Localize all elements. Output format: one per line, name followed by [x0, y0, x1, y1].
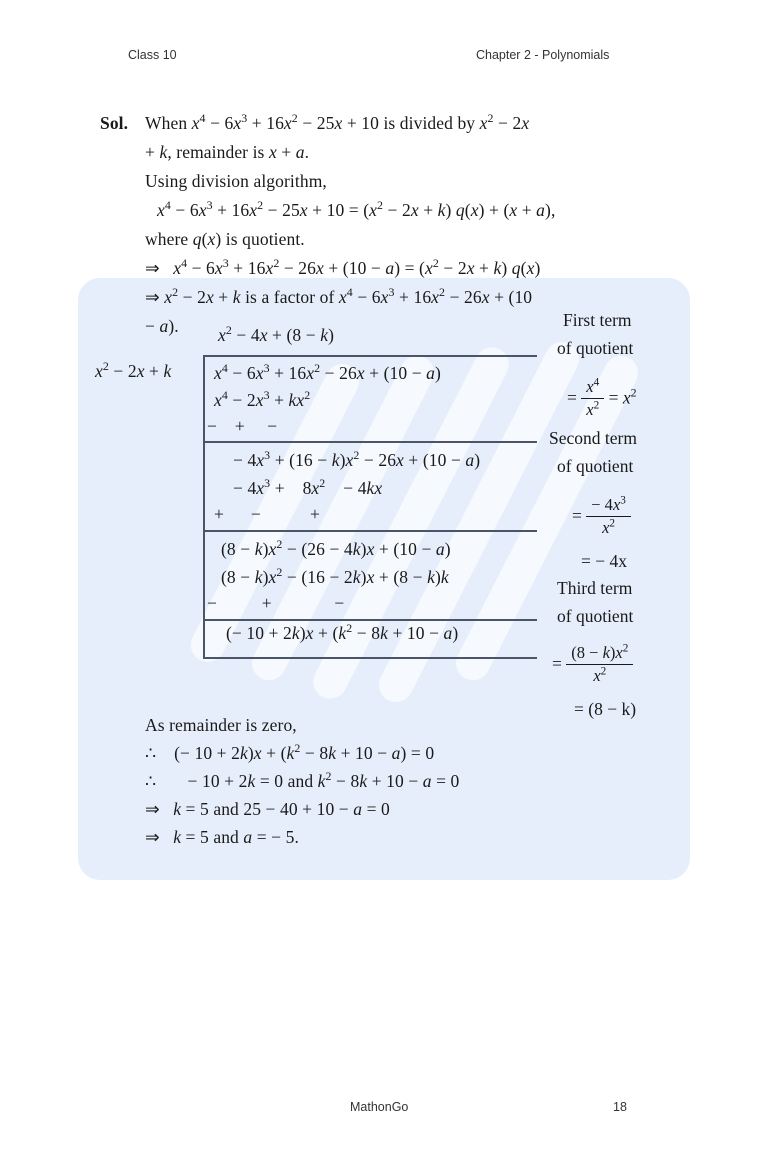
solution-line-1: When $x^4 - 6x^3 + 16x^2 - 25x + 10$ is divided by $x^2 - 2x$: [145, 111, 530, 133]
fraction-8minusk-x2-over-x2: [566, 643, 633, 686]
division-rule-1: [203, 441, 537, 443]
annotation-second-term-result: = − 4x: [581, 551, 627, 571]
division-rule-bottom: [203, 657, 537, 659]
annotation-first-term-formula: = $\frac{x^4}{x^2}$ = $x^2$: [567, 376, 637, 419]
annotation-third-term-title-2: of quotient: [557, 606, 634, 626]
solution-line-3: Using division algorithm,: [145, 171, 327, 191]
solution-line-4: $x^4 - 6x^3 + 16x^2 - 25x + 10 = (x^2 - 2x + k) q(x) + (x + a)$,: [157, 198, 556, 220]
division-rule-3: [203, 619, 537, 621]
division-rule-top: [203, 355, 537, 357]
division-vertical-bar: [203, 355, 205, 657]
fraction-x4-over-x2: [581, 377, 604, 420]
solution-line-5: where q(x) is quotient.: [145, 229, 305, 249]
fraction-denominator: $x^2$: [586, 516, 631, 538]
solution-line-2: + k, remainder is x + a.: [145, 142, 310, 162]
conclusion-line-2: ∴ (− $10 + 2k)x + (k^2 - 8k + 10 - a) = 0$: [145, 741, 435, 763]
division-row-3: − $4x^3 + (16 - k)x^2 - 26x + (10 - a)$: [233, 448, 481, 470]
division-quotient: $x^2 - 4x + (8 - k)$: [218, 323, 335, 345]
fraction-neg4x3-over-x2: [586, 495, 631, 538]
division-rule-2: [203, 530, 537, 532]
solution-label: Sol.: [100, 113, 129, 133]
conclusion-line-5: ⇒ k = 5 and a = − 5.: [145, 827, 299, 847]
page-footer: [128, 1100, 640, 1120]
division-remainder: (− $10 + 2k)x + (k^2 - 8k + 10 - a)$: [226, 621, 459, 643]
solution-line-6: ⇒ $x^4 - 6x^3 + 16x^2 - 26x + (10 - a) = (x^2 - 2x + k)$ q(x): [145, 256, 541, 278]
conclusion-line-1: As remainder is zero,: [145, 715, 297, 735]
annotation-second-term-formula: = $\frac{- 4x^3}{x^2}$: [572, 496, 631, 539]
conclusion-line-3: ∴ − 10 + 2k = 0 and $k^2 - 8k + 10 - a = 0$: [145, 769, 460, 791]
solution-line-7: ⇒ $x^2 - 2x + k$ is a factor of $x^4 - 6x^3 + 16x^2 - 26x + (10$: [145, 285, 533, 307]
division-row-1: $x^4 - 6x^3 + 16x^2 - 26x + (10 - a)$: [214, 361, 441, 383]
annotation-third-term-formula: = $\frac{(8 - k)x^2}{x^2}$: [552, 644, 633, 687]
annotation-third-term-title-1: Third term: [557, 578, 633, 598]
division-row-5: $(8 - k)x^2 - (26 - 4k)x + (10 - a)$: [221, 537, 451, 559]
footer-brand: MathonGo: [350, 1100, 409, 1114]
annotation-second-term-title-2: of quotient: [557, 456, 634, 476]
annotation-third-term-result: = (8 − k): [574, 699, 637, 719]
header-class-label: Class 10: [128, 48, 177, 62]
annotation-first-term-title-2: of quotient: [557, 338, 634, 358]
fraction-denominator: $x^2$: [566, 664, 633, 686]
footer-page-number: 18: [613, 1100, 627, 1114]
annotation-first-term-title-1: First term: [563, 310, 632, 330]
fraction-numerator: − $4x^3$: [591, 494, 626, 514]
conclusion-line-4: ⇒ k = 5 and 25 − 40 + 10 − a = 0: [145, 799, 390, 819]
fraction-numerator: $x^4$: [586, 376, 600, 396]
division-signs-1: − + −: [207, 416, 278, 436]
solution-line-8: − a).: [145, 316, 179, 336]
fraction-numerator: $(8 - k)x^2$: [571, 642, 629, 662]
division-row-4: − $4x^3$ + $8x^2$ − 4kx: [233, 476, 383, 498]
header-chapter-label: Chapter 2 - Polynomials: [476, 48, 610, 62]
annotation-second-term-title-1: Second term: [549, 428, 637, 448]
division-divisor: $x^2 - 2x + k$: [95, 359, 172, 381]
division-signs-3: − + −: [207, 593, 345, 613]
division-row-2: $x^4 - 2x^3 + kx^2$: [214, 388, 311, 410]
division-signs-2: + − +: [214, 504, 320, 524]
fraction-denominator: $x^2$: [581, 398, 604, 420]
division-row-6: $(8 - k)x^2 - (16 - 2k)x + (8 - k)k$: [221, 565, 449, 587]
